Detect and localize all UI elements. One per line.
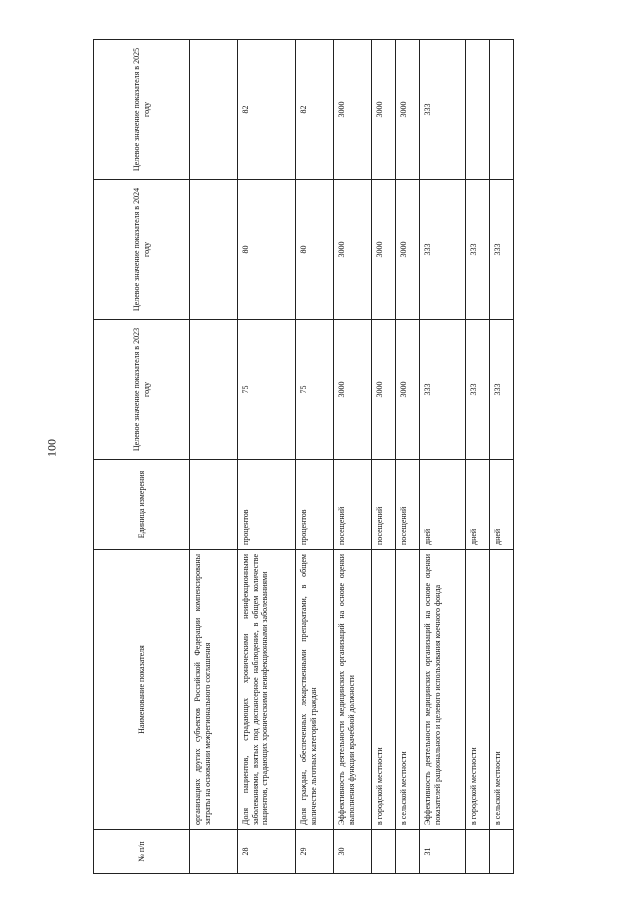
row-name: организациях других субъектов Российской Федерации компенсированы затраты на основании межрегионального соглашения [190, 550, 238, 830]
row-2023: 3000 [396, 320, 420, 460]
table-row [238, 40, 296, 874]
row-num: 30 [334, 830, 372, 874]
row-unit: дней [490, 460, 514, 550]
row-2025: 3000 [334, 40, 372, 180]
table-row [190, 40, 238, 874]
header-row [94, 40, 190, 874]
row-2024: 3000 [372, 180, 396, 320]
table-row [466, 40, 490, 874]
row-2025 [190, 40, 238, 180]
table-row [334, 40, 372, 874]
row-2025: 82 [296, 40, 334, 180]
row-2024: 333 [420, 180, 466, 320]
row-num [190, 830, 238, 874]
header-2023: Целевое значение показателя в 2023 году [94, 320, 190, 460]
row-2023: 3000 [372, 320, 396, 460]
row-num [372, 830, 396, 874]
row-unit: процентов [296, 460, 334, 550]
row-unit: дней [466, 460, 490, 550]
row-2025: 333 [420, 40, 466, 180]
row-2023: 333 [466, 320, 490, 460]
header-unit: Единица измерения [94, 460, 190, 550]
row-2023 [190, 320, 238, 460]
row-num [466, 830, 490, 874]
row-name: в городской местности [466, 550, 490, 830]
row-2024: 333 [466, 180, 490, 320]
page-number-text: 100 [44, 439, 59, 457]
row-2025 [466, 40, 490, 180]
row-name: Доля граждан, обеспеченных лекарственными препаратами, в общем количестве льготных категорий граждан [296, 550, 334, 830]
row-2023: 3000 [334, 320, 372, 460]
row-name: Эффективность деятельности медицинских организаций на основе оценки показателей рационального и целевого использования коечного фонда [420, 550, 466, 830]
row-2025: 3000 [396, 40, 420, 180]
table-row [490, 40, 514, 874]
table-row [396, 40, 420, 874]
indicators-table [93, 39, 514, 874]
row-2024: 80 [296, 180, 334, 320]
row-2024: 333 [490, 180, 514, 320]
row-2023: 333 [490, 320, 514, 460]
table-body [190, 40, 514, 874]
page-number [40, 428, 64, 468]
row-num [396, 830, 420, 874]
table-row [296, 40, 334, 874]
header-num: № п/п [94, 830, 190, 874]
row-unit: посещений [396, 460, 420, 550]
row-num [490, 830, 514, 874]
indicators-table-wrapper [93, 40, 502, 874]
header-name: Наименование показателя [94, 550, 190, 830]
table-header [94, 40, 190, 874]
row-name: Доля пациентов, страдающих хроническими неинфекционными заболеваниями, взятых под диспансерное наблюдение, в общем количестве пациентов, страдающих хроническими неинфекционными заболеваниями [238, 550, 296, 830]
row-unit: дней [420, 460, 466, 550]
row-num: 29 [296, 830, 334, 874]
row-num: 28 [238, 830, 296, 874]
row-unit: процентов [238, 460, 296, 550]
row-num: 31 [420, 830, 466, 874]
row-2024: 3000 [396, 180, 420, 320]
row-2023: 75 [296, 320, 334, 460]
row-2023: 333 [420, 320, 466, 460]
row-unit: посещений [334, 460, 372, 550]
row-name: Эффективность деятельности медицинских организаций на основе оценки выполнения функции врачебной должности [334, 550, 372, 830]
row-2023: 75 [238, 320, 296, 460]
row-2024 [190, 180, 238, 320]
row-name: в городской местности [372, 550, 396, 830]
row-name: в сельской местности [396, 550, 420, 830]
table-row [372, 40, 396, 874]
header-2025: Целевое значение показателя в 2025 году [94, 40, 190, 180]
row-2024: 80 [238, 180, 296, 320]
row-unit [190, 460, 238, 550]
row-2025: 82 [238, 40, 296, 180]
row-2025: 3000 [372, 40, 396, 180]
header-2024: Целевое значение показателя в 2024 году [94, 180, 190, 320]
table-row [420, 40, 466, 874]
row-unit: посещений [372, 460, 396, 550]
row-2025 [490, 40, 514, 180]
row-name: в сельской местности [490, 550, 514, 830]
row-2024: 3000 [334, 180, 372, 320]
